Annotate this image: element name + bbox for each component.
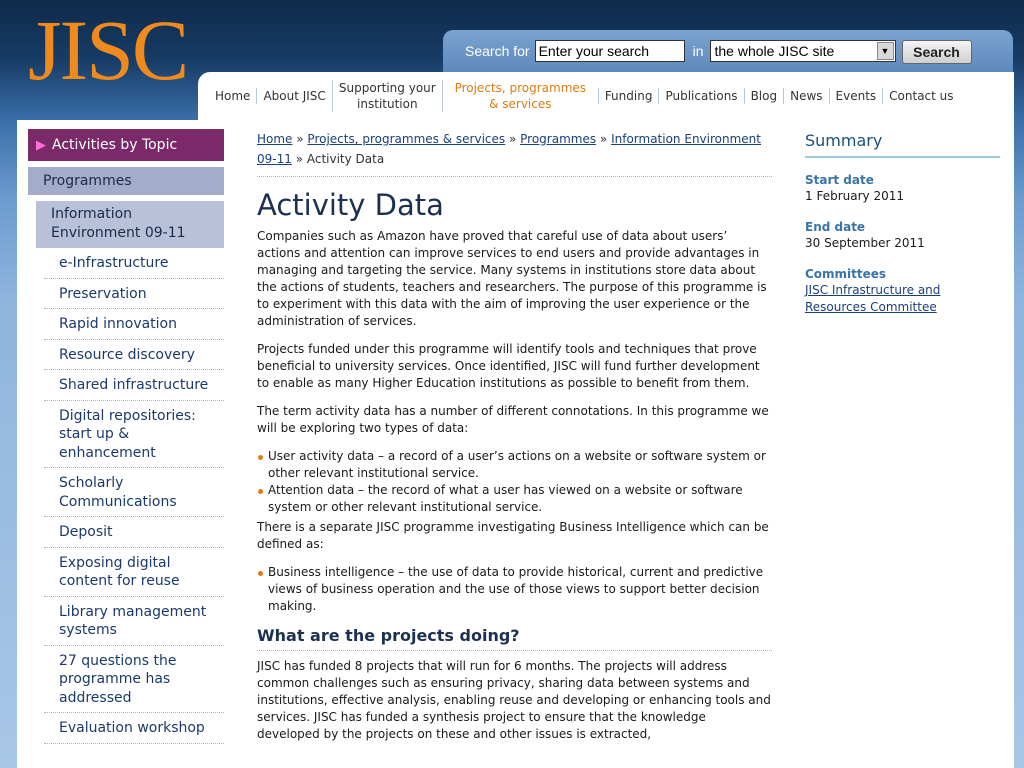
sidebar-heading-activities-by-topic[interactable] xyxy=(28,129,224,161)
search-scope-value: the whole JISC site xyxy=(714,43,835,59)
search-label: Search for xyxy=(465,43,530,59)
sidebar-item-deposit[interactable]: Deposit xyxy=(44,517,224,548)
breadcrumb-programmes-link[interactable]: Programmes xyxy=(520,132,597,146)
nav-home[interactable]: Home xyxy=(215,89,251,103)
sidebar-item-digital-repositories[interactable]: Digital repositories: start up & enhancement xyxy=(44,401,224,469)
breadcrumb xyxy=(257,129,772,177)
page-title: Activity Data xyxy=(257,188,444,222)
triangle-right-icon: ▶ xyxy=(36,137,46,153)
nav-publications[interactable]: Publications xyxy=(658,88,743,104)
summary-title: Summary xyxy=(805,129,1000,158)
business-intelligence-list xyxy=(257,564,772,615)
paragraph-intro: Companies such as Amazon have proved that careful use of data about users’ actions and attention can improve services to end users and provide advantages in managing and targeting the service. Many systems in institutions store data about the actions of students, teachers and researchers. The purpose of this programme is to experiment with this data with the aim of improving the user experience or the administration of services. xyxy=(257,229,767,328)
end-date-value: 30 September 2011 xyxy=(805,236,925,250)
search-in-label: in xyxy=(692,43,704,59)
search-input[interactable] xyxy=(535,40,685,62)
breadcrumb-separator: » xyxy=(505,132,521,146)
breadcrumb-separator: » xyxy=(596,132,612,146)
page-body xyxy=(17,120,1014,768)
committees-value xyxy=(805,282,1000,316)
sidebar-item-rapid-innovation[interactable]: Rapid innovation xyxy=(44,309,224,340)
sidebar-item-e-infrastructure[interactable]: e-Infrastructure xyxy=(44,248,224,279)
list-item: Attention data – the record of what a user has viewed on a website or software system or other relevant institutional service. xyxy=(257,482,772,516)
sidebar-item-resource-discovery[interactable]: Resource discovery xyxy=(44,340,224,371)
breadcrumb-separator: » xyxy=(292,132,308,146)
main-navigation xyxy=(198,72,1014,120)
breadcrumb-information-environment-link[interactable]: Information Environment 09-11 xyxy=(257,132,761,166)
sidebar-item-27-questions[interactable]: 27 questions the programme has addressed xyxy=(44,646,224,714)
search-scope-select[interactable] xyxy=(710,40,896,62)
section-heading: What are the projects doing? xyxy=(257,625,772,651)
breadcrumb-separator: » xyxy=(291,152,307,166)
paragraph-activity-data-term: The term activity data has a number of different connotations. In this programme we will be exploring two types of data: xyxy=(257,404,769,435)
breadcrumb-current: Activity Data xyxy=(306,152,385,166)
paragraph-business-intelligence: There is a separate JISC programme investigating Business Intelligence which can be defined as: xyxy=(257,520,769,551)
paragraph-projects-funded: Projects funded under this programme will identify tools and techniques that prove beneficial to university services. Once identified, JISC will fund further development to enable as many Higher Education institutions as possible to benefit from them. xyxy=(257,342,760,390)
sidebar-item-exposing-digital-content[interactable]: Exposing digital content for reuse xyxy=(44,548,224,597)
nav-funding[interactable]: Funding xyxy=(598,88,659,104)
nav-projects-programmes-services[interactable]: Projects, programmes & services xyxy=(442,80,598,112)
committee-link[interactable]: JISC Infrastructure and Resources Committee xyxy=(805,283,941,314)
sidebar-item-preservation[interactable]: Preservation xyxy=(44,279,224,310)
chevron-down-icon[interactable]: ▼ xyxy=(877,42,894,60)
sidebar xyxy=(28,129,224,744)
nav-supporting-your-institution[interactable]: Supporting your institution xyxy=(332,80,442,112)
start-date-value: 1 February 2011 xyxy=(805,189,904,203)
list-item: Business intelligence – the use of data to provide historical, current and predictive views of business operation and the use of those views to support better decision making. xyxy=(257,564,772,615)
nav-news[interactable]: News xyxy=(783,88,828,104)
breadcrumb-home-link[interactable]: Home xyxy=(257,132,293,146)
nav-contact-us[interactable]: Contact us xyxy=(882,88,959,104)
sidebar-item-scholarly-communications[interactable]: Scholarly Communications xyxy=(44,468,224,517)
search-bar xyxy=(443,30,1013,74)
jisc-logo[interactable]: JISC xyxy=(28,2,188,98)
sidebar-item-information-environment[interactable]: Information Environment 09-11 xyxy=(36,201,224,248)
summary-panel xyxy=(805,129,1000,316)
site-header xyxy=(0,0,1024,120)
nav-about-jisc[interactable]: About JISC xyxy=(256,88,331,104)
main-content xyxy=(257,129,772,743)
end-date-label: End date xyxy=(805,220,866,234)
sidebar-item-shared-infrastructure[interactable]: Shared infrastructure xyxy=(44,370,224,401)
nav-events[interactable]: Events xyxy=(829,88,883,104)
sidebar-item-programmes[interactable]: Programmes xyxy=(28,167,224,195)
paragraph-projects-doing: JISC has funded 8 projects that will run for 6 months. The projects will address common challenges such as ensuring privacy, sharing data between systems and institutions, effective analysis, enabling reuse and developing or enhancing tools and services. JISC has funded a synthesis project to ensure that the knowledge developed by the projects on these and other issues is extracted, xyxy=(257,659,771,741)
nav-blog[interactable]: Blog xyxy=(744,88,784,104)
committees-label: Committees xyxy=(805,267,887,281)
sidebar-heading-label: Activities by Topic xyxy=(52,137,178,153)
sidebar-item-library-management-systems[interactable]: Library management systems xyxy=(44,597,224,646)
data-types-list xyxy=(257,448,772,516)
list-item: User activity data – a record of a user’s actions on a website or software system or other relevant institutional service. xyxy=(257,448,772,482)
start-date-label: Start date xyxy=(805,173,874,187)
sidebar-item-evaluation-workshop[interactable]: Evaluation workshop xyxy=(44,713,224,744)
search-button[interactable]: Search xyxy=(902,40,972,64)
breadcrumb-projects-link[interactable]: Projects, programmes & services xyxy=(307,132,506,146)
